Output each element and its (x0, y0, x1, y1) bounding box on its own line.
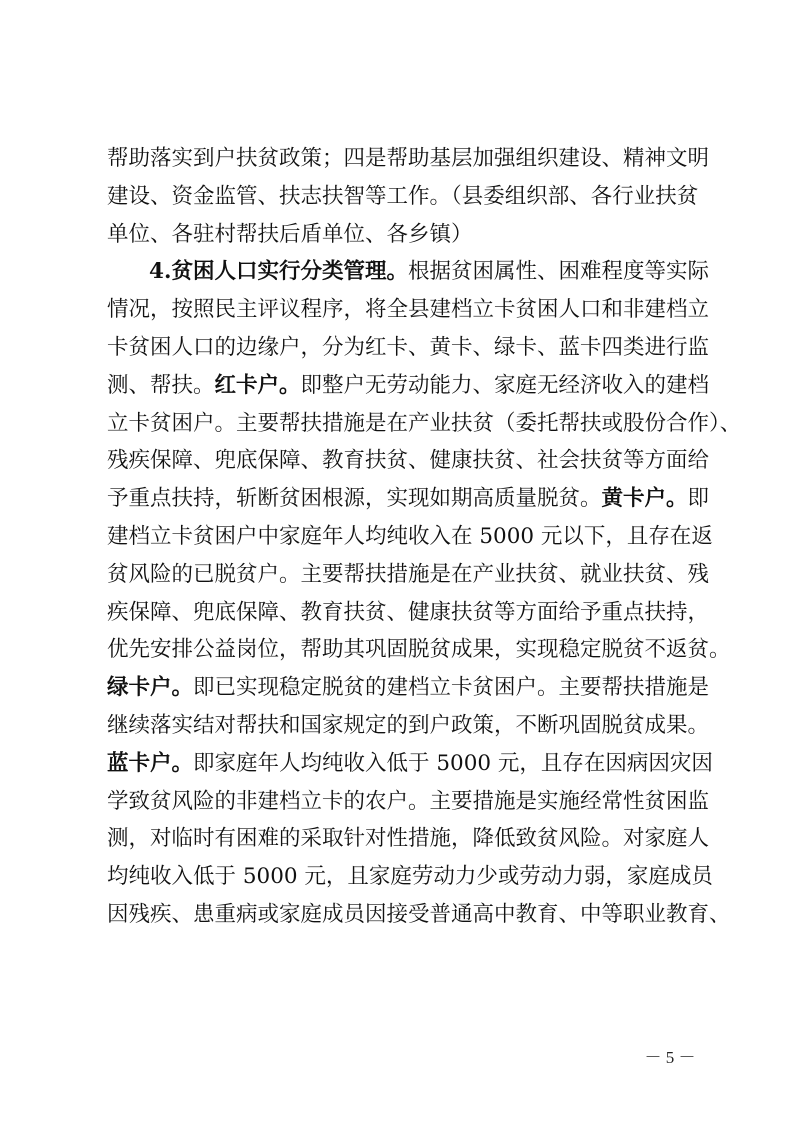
text-run: 立卡贫困户。主要帮扶措施是在产业扶贫（委托帮扶或股份合作）、 (107, 410, 742, 436)
text-line (107, 178, 699, 216)
text-run: 学致贫风险的非建档立卡的农户。主要措施是实施经常性贫困监 (107, 788, 710, 814)
text-line (107, 140, 710, 178)
text-run: 均纯收入低于 5000 元，且家庭劳动力少或劳动力弱，家庭成员 (107, 864, 713, 890)
section-heading: 4.贫困人口实行分类管理。 (149, 259, 408, 285)
text-line (107, 594, 710, 632)
category-label-blue-card: 蓝卡户。 (107, 750, 194, 776)
text-line (107, 253, 709, 291)
document-body (107, 140, 742, 934)
text-run: 帮助落实到户扶贫政策；四是帮助基层加强组织建设、精神文明 (107, 146, 710, 171)
text-run: 即整户无劳动能力、家庭无经济收入的建档 (300, 372, 710, 398)
text-line (107, 783, 710, 821)
text-line (107, 858, 713, 896)
text-line (107, 518, 713, 556)
text-line (107, 291, 710, 329)
text-run: 即家庭年人均纯收入低于 5000 元，且存在因病因灾因 (193, 750, 713, 776)
text-run: 测，对临时有困难的采取针对性措施，降低致贫风险。对家庭人 (107, 826, 710, 852)
text-run: 即已实现稳定脱贫的建档立卡贫困户。主要帮扶措施是 (193, 675, 710, 701)
text-run: 根据贫困属性、困难程度等实际 (407, 259, 709, 285)
text-line (107, 405, 742, 443)
category-label-green-card: 绿卡户。 (107, 675, 194, 701)
text-run: 建档立卡贫困户中家庭年人均纯收入在 5000 元以下，且存在返 (107, 523, 713, 549)
text-run: 予重点扶持，斩断贫困根源，实现如期高质量脱贫。 (107, 486, 602, 512)
text-run: 单位、各驻村帮扶后盾单位、各乡镇） (107, 221, 473, 247)
text-run: 建设、资金监管、扶志扶智等工作。（县委组织部、各行业扶贫 (107, 183, 699, 209)
text-line (107, 480, 710, 518)
text-line (107, 556, 710, 594)
category-label-red-card: 红卡户。 (214, 372, 301, 398)
text-run: 因残疾、患重病或家庭成员因接受普通高中教育、中等职业教育、 (107, 901, 731, 927)
text-run: 贫风险的已脱贫户。主要帮扶措施是在产业扶贫、就业扶贫、残 (107, 561, 710, 587)
text-run: 疾保障、兜底保障、教育扶贫、健康扶贫等方面给予重点扶持， (107, 599, 710, 625)
text-line (107, 442, 710, 480)
page-number: － 5 － (644, 1048, 696, 1067)
category-label-yellow-card: 黄卡户。 (601, 486, 688, 512)
text-run: 继续落实结对帮扶和国家规定的到户政策，不断巩固脱贫成果。 (107, 712, 710, 738)
text-line (107, 329, 710, 367)
text-run: 即 (687, 486, 710, 512)
text-line (107, 896, 731, 934)
text-line (107, 631, 731, 669)
text-line (107, 707, 710, 745)
text-line (107, 367, 710, 405)
text-line (107, 669, 710, 707)
text-line (107, 820, 710, 858)
text-line (107, 216, 695, 254)
text-run: 优先安排公益岗位，帮助其巩固脱贫成果，实现稳定脱贫不返贫。 (107, 637, 731, 663)
text-run: 测、帮扶。 (107, 372, 215, 398)
text-run: 卡贫困人口的边缘户，分为红卡、黄卡、绿卡、蓝卡四类进行监 (107, 334, 710, 360)
text-run: 情况，按照民主评议程序，将全县建档立卡贫困人口和非建档立 (107, 297, 710, 323)
text-line (107, 745, 713, 783)
text-run: 残疾保障、兜底保障、教育扶贫、健康扶贫、社会扶贫等方面给 (107, 448, 710, 474)
